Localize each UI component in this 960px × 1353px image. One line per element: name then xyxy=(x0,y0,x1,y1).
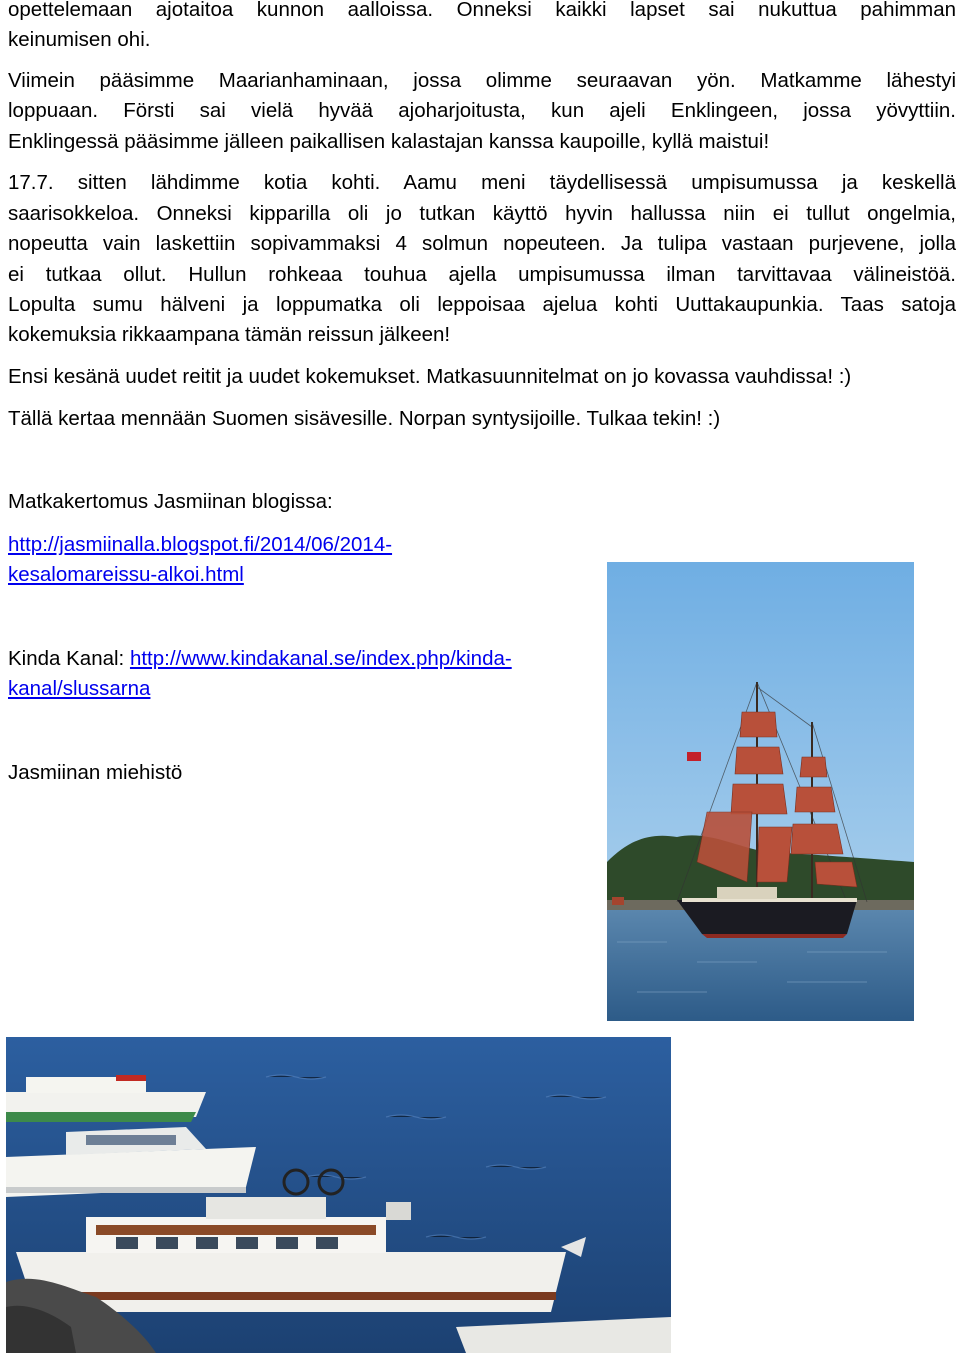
crew-caption: Jasmiinan miehistö xyxy=(8,761,183,784)
hull xyxy=(677,900,857,934)
paragraph-line: loppuaan. Försti sai vielä hyvää ajoharjoitusta, kun ajeli Enklingeen, jossa yövyttiin. xyxy=(8,99,956,122)
kanal-link[interactable]: http://www.kindakanal.se/index.php/kinda- xyxy=(129,647,512,670)
paragraph-line: opettelemaan ajotaitoa kunnon aalloissa. Onneksi kaikki lapset sai nukuttua pahimman xyxy=(8,0,956,21)
paragraph-line: 17.7. sitten lähdimme kotia kohti. Aamu meni täydellisessä umpisumussa ja keskellä xyxy=(8,171,956,194)
harbor-boats-photo xyxy=(6,1037,671,1353)
kanal-line xyxy=(8,644,512,675)
blog-link[interactable]: http://jasmiinalla.blogspot.fi/2014/06/2014- xyxy=(8,533,393,556)
kanal-link-line xyxy=(8,674,150,705)
blog-link[interactable]: kesalomareissu-alkoi.html xyxy=(8,563,244,586)
blog-link-line xyxy=(8,530,392,561)
paragraph-line: Ensi kesänä uudet reitit ja uudet kokemukset. Matkasuunnitelmat on jo kovassa vauhdissa! :) xyxy=(8,365,852,388)
kanal-label: Kinda Kanal: xyxy=(8,647,130,670)
paragraph-line: ei tutkaa ollut. Hullun rohkeaa touhua ajella umpisumussa ilman tarvittavaa välineistöä. xyxy=(8,263,956,286)
paragraph-line: saarisokkeloa. Onneksi kipparilla oli jo tutkan käyttö hyvin hallussa niin ei tullut ongelmia, xyxy=(8,202,956,225)
tall-ship-photo xyxy=(607,562,914,1021)
paragraph-line: nopeutta vain laskettiin sopivammaksi 4 solmun nopeuteen. Ja tulipa vastaan purjevene, jolla xyxy=(8,232,956,255)
paragraph-line: Viimein pääsimme Maarianhaminaan, jossa olimme seuraavan yön. Matkamme lähestyi xyxy=(8,69,956,92)
paragraph-line: Tällä kertaa mennään Suomen sisävesille. Norpan syntysijoille. Tulkaa tekin! :) xyxy=(8,407,721,430)
red-cabin xyxy=(612,897,624,905)
kanal-link[interactable]: kanal/slussarna xyxy=(8,677,151,700)
blog-link-line xyxy=(8,560,244,591)
blog-label: Matkakertomus Jasmiinan blogissa: xyxy=(8,490,333,513)
paragraph-line: Enklingessä pääsimme jälleen paikallisen kalastajan kanssa kaupoille, kyllä maistui! xyxy=(8,130,770,153)
flag xyxy=(687,752,701,761)
paragraph-line: kokemuksia rikkaampana tämän reissun jälkeen! xyxy=(8,323,451,346)
paragraph-line: Lopulta sumu hälveni ja loppumatka oli leppoisaa ajelua kohti Uuttakaupunkia. Taas satoja xyxy=(8,293,956,316)
paragraph-line: keinumisen ohi. xyxy=(8,28,151,51)
